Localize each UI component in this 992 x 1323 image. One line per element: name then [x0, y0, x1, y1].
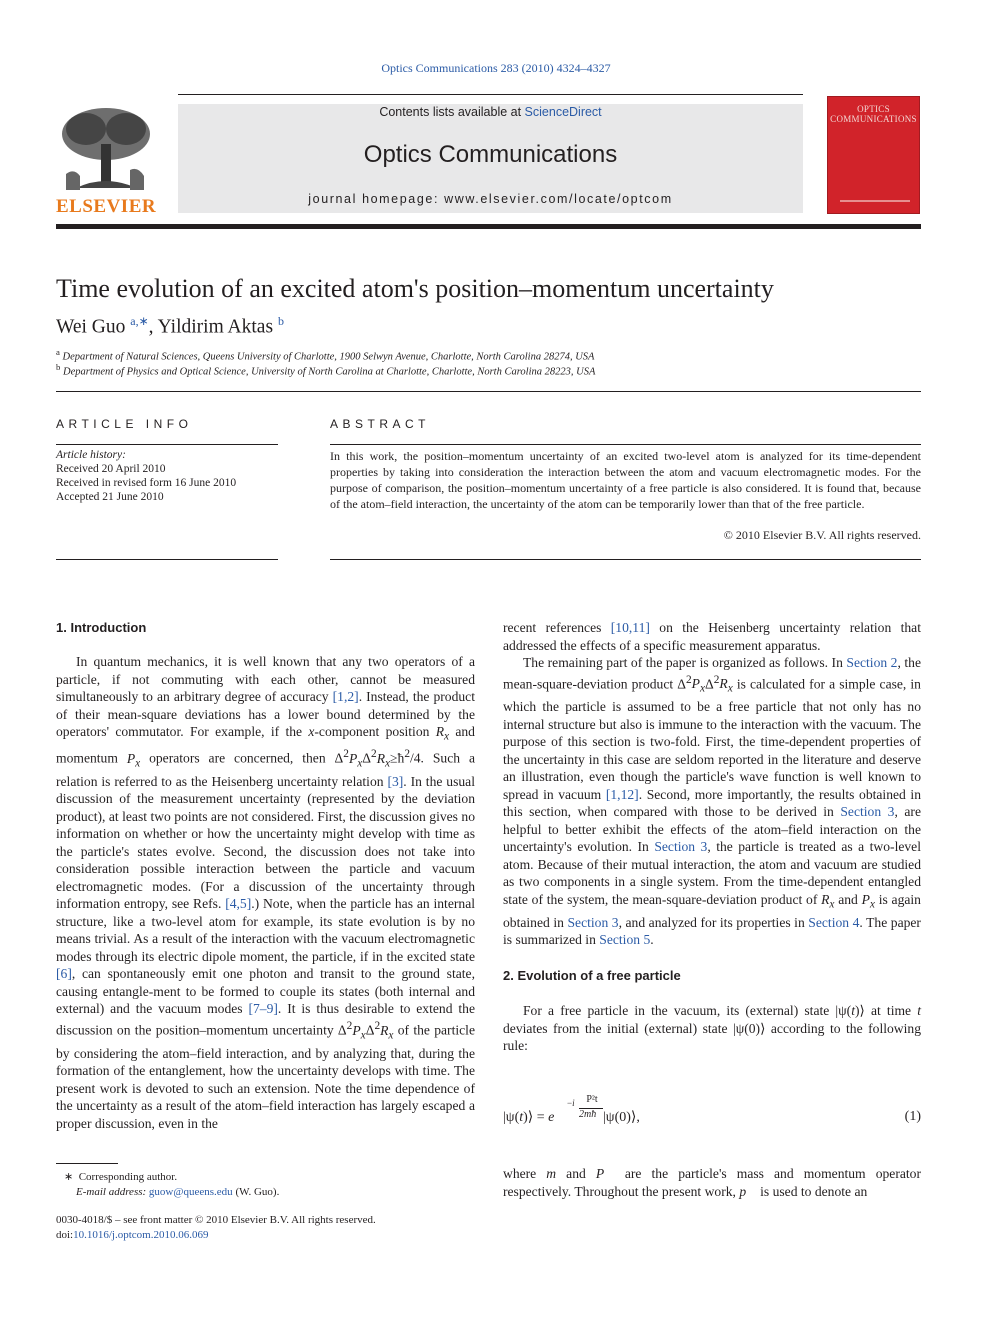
section-link[interactable]: Section 3: [567, 914, 619, 930]
section-2-text-continued: where m and P⃗ are the particle's mass and momentum operator respectively. Throughout the present work, p⃗ is used to denote an: [503, 1166, 921, 1199]
section-1-heading: 1. Introduction: [56, 620, 147, 635]
divider: [56, 559, 278, 560]
citation-link[interactable]: [4,5]: [225, 896, 252, 912]
email-note: E-mail address: guow@queens.edu (W. Guo).: [76, 1186, 280, 1198]
corresponding-author-note: ∗ Corresponding author.: [64, 1171, 178, 1183]
email-link[interactable]: guow@queens.edu: [148, 1186, 233, 1198]
author-2-affiliation-mark[interactable]: b: [277, 314, 284, 328]
sciencedirect-link[interactable]: ScienceDirect: [524, 105, 602, 119]
abstract-heading: ABSTRACT: [330, 417, 431, 431]
section-link[interactable]: Section 3: [840, 804, 895, 820]
eq1-exponent-denominator: 2mħ: [579, 1109, 597, 1120]
affiliation-b: $^b$ Department of Physics and Optical Science, University of North Carolina at Charlotte, Charlotte, North Carolina 28223, USA: [56, 362, 596, 378]
divider: [56, 391, 921, 392]
citation-link[interactable]: [1,2]: [332, 689, 359, 704]
article-title: Time evolution of an excited atom's position–momentum uncertainty: [56, 274, 774, 303]
citation-link[interactable]: [10,11]: [610, 620, 650, 635]
author-2: Yildirim Aktas: [157, 316, 274, 338]
section-2-heading: 2. Evolution of a free particle: [503, 968, 681, 983]
masthead-top-rule: [178, 94, 803, 95]
doi-line: doi:10.1016/j.optcom.2010.06.069: [56, 1229, 209, 1241]
section-link[interactable]: Section 5: [599, 932, 651, 948]
citation-link[interactable]: [6]: [56, 966, 72, 982]
divider: [56, 444, 278, 445]
section-2-text: For a free particle in the vacuum, its (external) state |ψ(t)⟩ at time t deviates from the initial (external) state |ψ(0)⟩ according to the following rule:: [503, 1003, 922, 1053]
author-1: Wei Guo: [56, 316, 126, 338]
accepted-date: Accepted 21 June 2010: [56, 491, 164, 503]
equation-1: |ψ(t)⟩ = e −i P²t 2mħ |ψ(0)⟩, (1): [503, 1094, 921, 1125]
abstract-text: In this work, the position–momentum uncertainty of an excited two-level atom is analyzed for its time-dependent properties by taking into consideration the interaction between the atom and vacuum electromagnetic modes. For the purpose of comparison, the position–momentum uncertainty of a free particle is also considered. It is found that, because of the atom–field interaction, the uncertainty of the atom can be temporarily lower than that of the free particle.: [330, 449, 921, 511]
affiliation-a: $^a$ Department of Natural Sciences, Queens University of Charlotte, 1900 Selwyn Avenue, Charlotte, North Carolina 28274, USA: [56, 347, 595, 363]
eq1-exponent-numerator: P²t: [586, 1094, 598, 1105]
journal-title: Optics Communications: [363, 141, 618, 168]
section-link[interactable]: Section 4: [808, 914, 860, 930]
divider: [330, 444, 921, 445]
section-link[interactable]: Section 3: [654, 839, 708, 855]
citation-link[interactable]: [1,12]: [605, 786, 639, 802]
introduction-text-continued: recent references [10,11] on the Heisenberg uncertainty relation that addressed the effects of a specific measurement apparatus. The remaining part of the paper is organized as follows. In Section 2, the mean-square-deviation product $\Delta^2P_x\Delta^2R_x$ is calculated for a simple case, in which the particle is assumed to be a free particle that not only has no internal structure but also is immune to the interaction with the vacuum. The purpose of this section is two-fold. First, the time-dependent properties of the uncertainty in this case are seldom reported in the literature and deserve an illustration, even though the particle's wave function is well known to spread in vacuum [1,12]. Second, more importantly, the results obtained in this section, when compared with those to be derived in Section 3, are helpful to better exhibit the effects of the atom–field interaction on the uncertainty's evolution. In Section 3, the particle is treated as a two-level atom. Because of their mutual interaction, the atom and vacuum are studied as two components in a single system. From the time-dependent entangled state of the system, the mean-square-deviation product of $R_x$ and $P_x$ is again obtained in Section 3, and analyzed for its properties in Section 4. The paper is summarized in Section 5.: [503, 620, 922, 948]
revised-date: Received in revised form 16 June 2010: [56, 477, 237, 489]
author-1-affiliation-mark[interactable]: a,∗: [130, 314, 149, 328]
issn-line: 0030-4018/$ – see front matter © 2010 Elsevier B.V. All rights reserved.: [56, 1214, 376, 1226]
received-date: Received 20 April 2010: [56, 463, 166, 475]
introduction-text: In quantum mechanics, it is well known that any two operators of a particle, if not commuting with each other, cannot be measured simultaneously to an arbitrary degree of accuracy [1,2]. Instead, the product of their mean-square deviations has a lower bound determined by the operators' commutator. For example, if the x-component position $R_x$ and momentum $P_x$ operators are concerned, then $\Delta^2P_x\Delta^2R_x\ge ħ^2/4$. Such a relation is referred to as the Heisenberg uncertainty relation [3]. In the usual discussion of the measurement uncertainty (represented by the deviation product), at least two points are not considered. First, the discussion gives no information on whether or how the uncertainty might develop with time as the particle's states evolve. Second, the discussion does not take into consideration possible interaction between the particle and vacuum electromagnetic modes. (For a discussion of the uncertainty through information entropy, see Refs. [4,5].) Note, when the particle has an internal structure, like a two-level atom for example, its state evolution is by no means trivial. As a result of the interaction with the vacuum electromagnetic modes through its electric dipole moment, the particle, if in the excited state [6], can spontaneously emit one photon and transit to the ground state, causing entangle-ment to be formed to couple its states (both internal and external) and the vacuum modes [7–9]. It is thus desirable to extend the discussion on the position–momentum uncertainty $\Delta^2P_x\Delta^2R_x$ of the particle by considering the atom–field interaction, and by analyzing that, during the formation of the entanglement, how the uncertainty develops with time. The present work is devoted to such an extension. Note the time dependence of the uncertainty as a result of the atom–field interaction has largely escaped a proper discussion, even in the: [56, 654, 475, 1131]
equation-number: (1): [904, 1109, 921, 1124]
section-link[interactable]: Section 2: [846, 655, 898, 670]
masthead-bottom-rule: [56, 224, 921, 229]
contents-available: Contents lists available at ScienceDirect: [379, 105, 602, 119]
cover-footer-mark: [840, 200, 910, 203]
doi-link[interactable]: 10.1016/j.optcom.2010.06.069: [73, 1229, 209, 1241]
article-history: Article history: Received 20 April 2010 Received in revised form 16 June 2010 Accepted 21 June 2010: [56, 448, 278, 504]
journal-reference[interactable]: Optics Communications 283 (2010) 4324–4327: [381, 61, 611, 75]
author-list: Wei Guo $^{a,∗}$, Yildirim Aktas $^b$: [56, 314, 284, 338]
cover-title: OPTICS COMMUNICATIONS: [830, 104, 917, 124]
footnote-rule: [56, 1163, 118, 1164]
journal-homepage[interactable]: journal homepage: www.elsevier.com/locate/optcom: [308, 192, 673, 206]
citation-link[interactable]: [3]: [387, 773, 404, 789]
citation-link[interactable]: [7–9]: [248, 1001, 278, 1017]
elsevier-logo-text: ELSEVIER: [56, 196, 157, 217]
abstract-copyright: © 2010 Elsevier B.V. All rights reserved.: [723, 528, 921, 542]
article-info-heading: ARTICLE INFO: [56, 417, 193, 431]
divider: [330, 559, 921, 560]
